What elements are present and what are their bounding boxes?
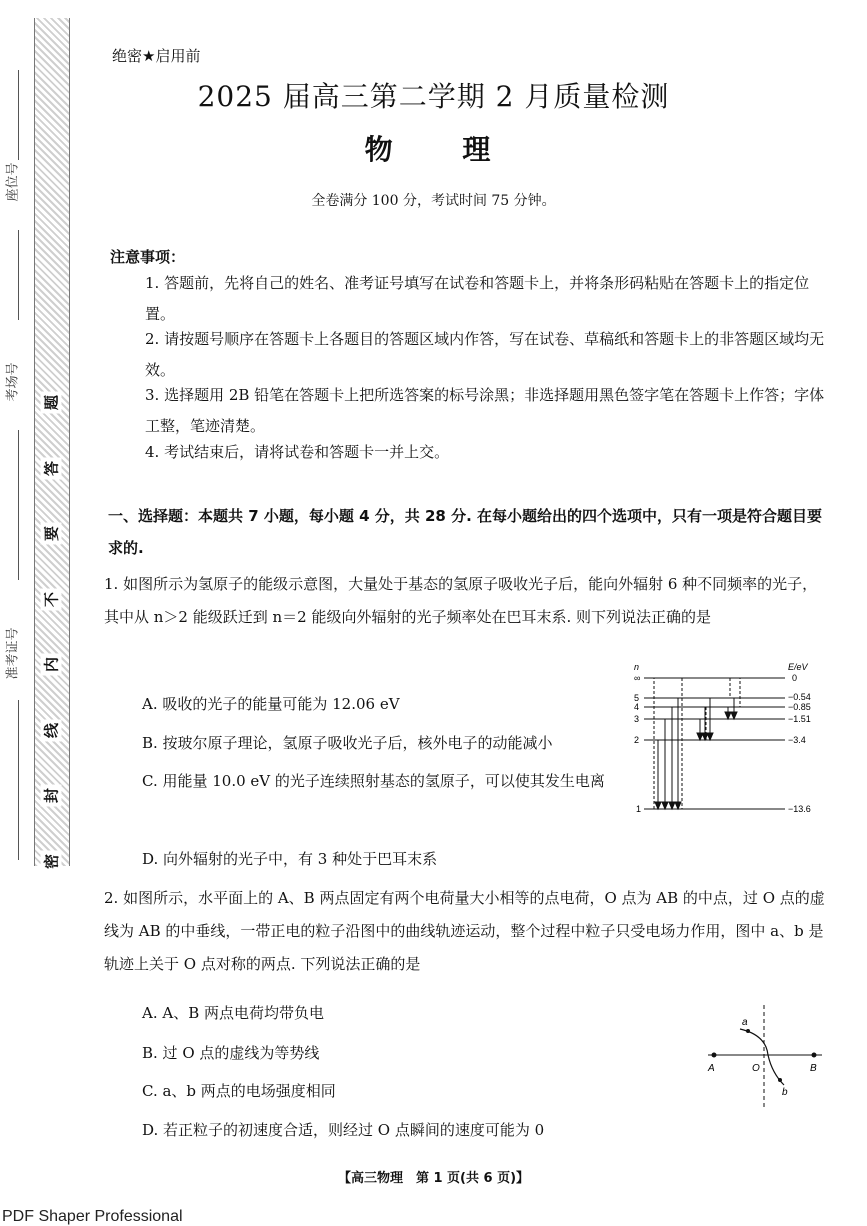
binding-seal-text xyxy=(36,392,66,872)
energy-axis-label: E/eV xyxy=(788,662,808,672)
question-2-option-b: B. 过 O 点的虚线为等势线 xyxy=(142,1044,320,1062)
question-1-option-c: C. 用能量 10.0 eV 的光子连续照射基态的氢原子，可以使其发生电离 xyxy=(142,772,605,790)
question-1-option-a: A. 吸收的光子的能量可能为 12.06 eV xyxy=(142,695,400,713)
energy-level-diagram xyxy=(630,662,830,822)
seal-char: 封 xyxy=(41,785,62,807)
label-O: O xyxy=(752,1063,760,1074)
electric-field-diagram xyxy=(700,1003,828,1111)
name-fill-line xyxy=(18,700,19,860)
seal-char: 内 xyxy=(41,654,62,676)
notice-item: 4. 考试结束后，请将试卷和答题卡一并上交。 xyxy=(145,443,450,461)
question-2-stem: 2. 如图所示，水平面上的 A、B 两点固定有两个电荷量大小相等的点电荷，O 点为 AB 的中点，过 O 点的虚线为 AB 的中垂线，一带正电的粒子沿图中的曲线轨迹运动，整个过程中粒子只受电场力作用，图中 a、b 是轨迹上关于 O 点对称的两点. 下列说法正确的是 xyxy=(104,889,825,973)
label-B: B xyxy=(810,1063,817,1074)
section-heading: 一、选择题：本题共 7 小题，每小题 4 分，共 28 分. 在每小题给出的四个选项中，只有一项是符合题目要求的. xyxy=(108,507,823,557)
question-1-stem: 1. 如图所示为氢原子的能级示意图，大量处于基态的氢原子吸收光子后，能向外辐射 6 种不同频率的光子，其中从 n＞2 能级跃迁到 n＝2 能级向外辐射的光子频率处在巴耳末系. 则下列说法正确的是 xyxy=(104,575,818,626)
question-2-option-a: A. A、B 两点电荷均带负电 xyxy=(142,1004,324,1022)
level-energy: 0 xyxy=(792,673,798,683)
level-energy: −3.4 xyxy=(788,735,806,745)
exam-title: 2025 届高三第二学期 2 月质量检测 xyxy=(197,80,670,113)
seat-label: 座位号 xyxy=(5,162,21,202)
level-n: 5 xyxy=(634,693,640,703)
seal-char: 答 xyxy=(41,457,62,479)
seal-char: 题 xyxy=(41,392,62,414)
question-1-option-b: B. 按玻尔原子理论，氢原子吸收光子后，核外电子的动能减小 xyxy=(142,734,553,752)
label-b: b xyxy=(782,1087,788,1098)
question-1-option-d: D. 向外辐射的光子中，有 3 种处于巴耳末系 xyxy=(142,850,438,868)
emission-arrows xyxy=(655,698,737,809)
question-2-option-c: C. a、b 两点的电场强度相同 xyxy=(142,1082,336,1100)
level-n: 2 xyxy=(634,735,640,745)
level-energy: −13.6 xyxy=(788,804,811,814)
subject-title: 物 理 xyxy=(364,133,521,166)
seal-char: 要 xyxy=(41,523,62,545)
level-n: ∞ xyxy=(634,673,641,683)
confidential-mark: 绝密★启用前 xyxy=(112,47,201,65)
level-energy: −0.85 xyxy=(788,702,811,712)
exam-no-label: 考场号 xyxy=(5,362,21,402)
seal-char: 不 xyxy=(41,588,62,610)
charge-b-point xyxy=(812,1053,817,1058)
point-a xyxy=(746,1029,750,1033)
watermark-text: PDF Shaper Professional xyxy=(2,1208,183,1225)
point-b xyxy=(778,1078,782,1082)
n-axis-label: n xyxy=(634,662,640,672)
ticket-label: 准考证号 xyxy=(5,627,21,680)
question-2-option-d: D. 若正粒子的初速度合适，则经过 O 点瞬间的速度可能为 0 xyxy=(142,1121,545,1139)
ticket-fill-line xyxy=(18,430,19,580)
notice-heading: 注意事项： xyxy=(110,248,186,266)
score-time-info: 全卷满分 100 分，考试时间 75 分钟。 xyxy=(311,193,556,209)
particle-trajectory xyxy=(740,1029,784,1085)
notice-item: 2. 请按题号顺序在答题卡上各题目的答题区域内作答，写在试卷、草稿纸和答题卡上的非答题区域均无效。 xyxy=(145,330,825,379)
seal-char: 密 xyxy=(41,850,62,872)
label-A: A xyxy=(708,1063,715,1074)
level-energy: −1.51 xyxy=(788,714,811,724)
level-n: 3 xyxy=(634,714,640,724)
label-a: a xyxy=(742,1017,748,1028)
level-n: 1 xyxy=(636,804,642,814)
level-n: 4 xyxy=(634,702,640,712)
seal-char: 线 xyxy=(41,719,62,741)
page-footer: 【高三物理 第 1 页(共 6 页)】 xyxy=(337,1171,530,1186)
charge-a-point xyxy=(712,1053,717,1058)
notice-item: 1. 答题前，先将自己的姓名、准考证号填写在试卷和答题卡上，并将条形码粘贴在答题卡上的指定位置。 xyxy=(145,274,810,323)
notice-item: 3. 选择题用 2B 铅笔在答题卡上把所选答案的标号涂黑；非选择题用黑色签字笔在答题卡上作答；字体工整，笔迹清楚。 xyxy=(145,386,825,435)
level-energy: −0.54 xyxy=(788,692,811,702)
exam-no-fill-line xyxy=(18,230,19,320)
